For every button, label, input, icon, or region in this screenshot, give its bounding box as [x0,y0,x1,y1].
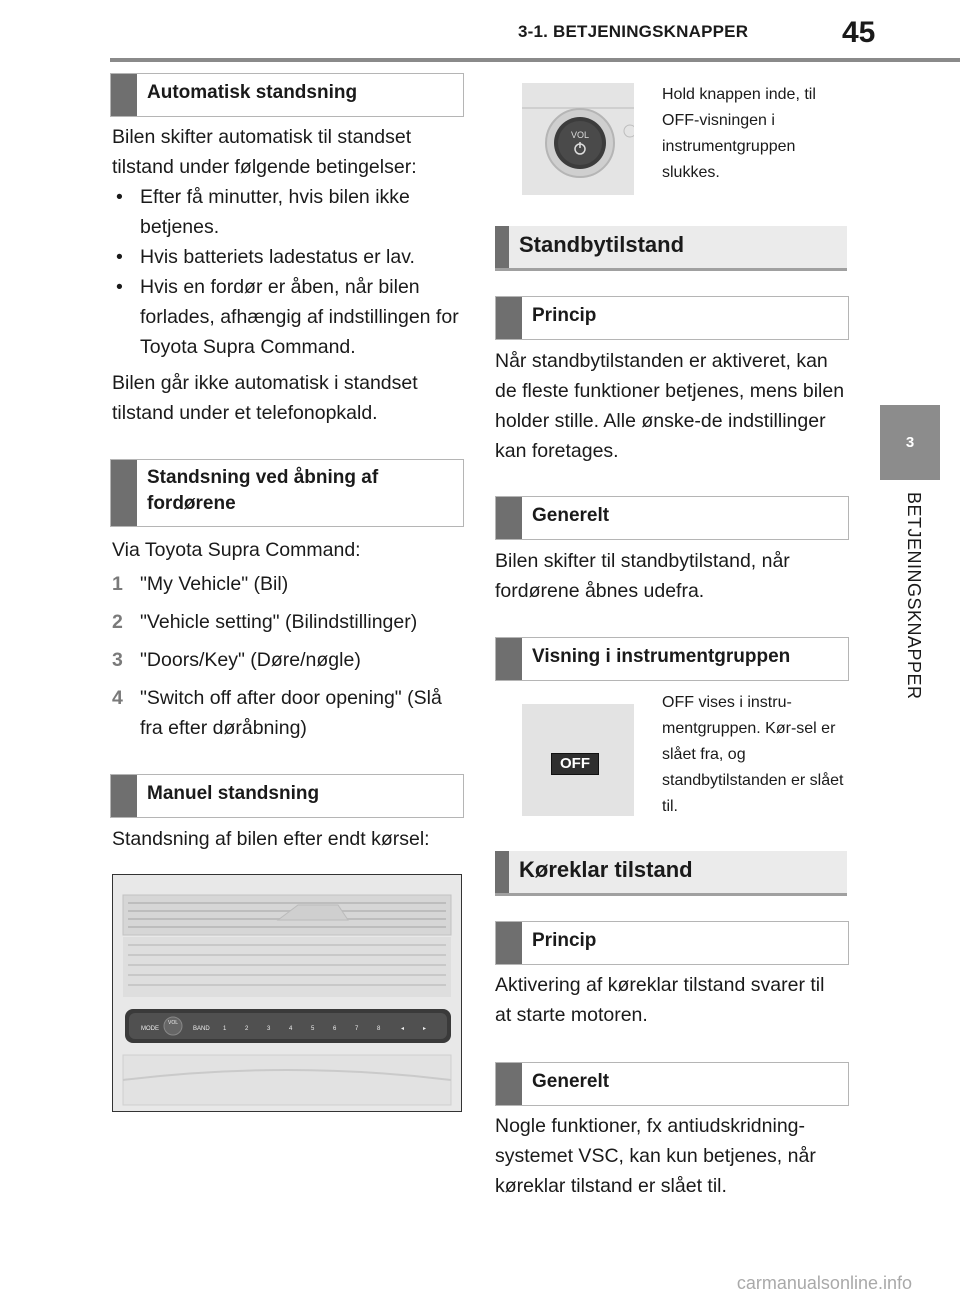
ready-general-text: Nogle funktioner, fx antiudskridning-systemet VSC, kan kun betjenes, når køreklar tilstand er slået til. [495,1115,816,1197]
step-item: 3 "Doors/Key" (Døre/nøgle) [112,649,361,671]
heading-principle-standby: Princip [495,296,849,340]
step-item: 2 "Vehicle setting" (Bilindstillinger) [112,611,418,633]
preset-label: 4 [289,1026,293,1032]
heading-principle-ready: Princip [495,921,849,965]
preset-label: ◂ [401,1026,405,1032]
band-button-label: BAND [193,1026,210,1032]
preset-label: ▸ [423,1026,427,1032]
list-item: • Hvis batteriets ladestatus er lav. [112,242,462,272]
page-number: 45 [842,16,876,49]
knob-vol-label: VOL [571,130,590,140]
standby-general-text: Bilen skifter til standbytilstand, når fordørene åbnes udefra. [495,550,790,602]
manual-stop-text: Standsning af bilen efter endt kørsel: [112,828,430,850]
standby-principle-text: Når standbytilstanden er aktiveret, kan de fleste funktioner betjenes, mens bilen holder stille. Alle ønske-de indstillinger kan foretages. [495,350,845,462]
heading-general-ready: Generelt [495,1062,849,1106]
preset-label: 6 [333,1026,337,1032]
off-indicator: OFF [551,753,599,775]
auto-stop-conditions [112,182,462,362]
off-caption: OFF vises i instru-mentgruppen. Kør-sel er slået fra, og standbytilstanden er slået til. [662,694,844,815]
preset-label: 5 [311,1026,315,1032]
heading-ready-mode: Køreklar tilstand [495,851,847,896]
heading-manual-stop: Manuel standsning [110,774,464,818]
section-title: 3-1. BETJENINGSKNAPPER [518,22,749,41]
vol-knob-image [522,83,634,195]
header-rule [110,58,960,62]
preset-label: 3 [267,1026,271,1032]
chapter-tab-number: 3 [880,405,940,480]
auto-stop-text: Bilen skifter automatisk til standset tilstand under følgende betingelser: • Efter få minutter, hvis bilen ikke betjenes. • Hvis batteriets ladestatus er lav. • Hvis en fordør er åben, når bilen forlades, afhængig af indstillingen for Toyota Supra Command. Bilen går ikke automatisk i standset tilstand under et telefonopkald. [112,122,462,428]
preset-label: 7 [355,1026,359,1032]
heading-automatic-stop: Automatisk standsning [110,73,464,117]
heading-cluster-display: Visning i instrumentgruppen [495,637,849,681]
mode-button-label: MODE [141,1026,159,1032]
preset-label: 2 [245,1026,249,1032]
center-console-illustration [113,875,461,1111]
watermark: carmanualsonline.info [736,1273,912,1293]
step-item: 4 "Switch off after door opening" (Slå fra efter døråbning) [112,687,442,739]
heading-door-stop: Standsning ved åbning af fordørene [110,459,464,527]
vol-knob-label: VOL [168,1020,179,1026]
heading-standby: Standbytilstand [495,226,847,271]
off-display-image [522,704,634,816]
chapter-tab-label: BETJENINGSKNAPPER [904,492,924,700]
center-console-image [112,874,462,1112]
list-item: • Efter få minutter, hvis bilen ikke betjenes. [112,182,462,242]
heading-general-standby: Generelt [495,496,849,540]
step-item: 1 "My Vehicle" (Bil) [112,573,289,595]
preset-label: 8 [377,1026,381,1032]
preset-label: 1 [223,1026,227,1032]
vol-knob-illustration [522,83,634,195]
knob-caption: Hold knappen inde, til OFF-visningen i instrumentgruppen slukkes. [662,86,816,181]
list-item: • Hvis en fordør er åben, når bilen forlades, afhængig af indstillingen for Toyota Supra Command. [112,272,462,362]
door-stop-text: Via Toyota Supra Command: 1 "My Vehicle" (Bil) 2 "Vehicle setting" (Bilindstillinger) 3 "Doors/Key" (Døre/nøgle) 4 "Switch off after door opening" (Slå fra efter døråbning) [112,535,462,751]
chapter-tab [870,492,950,822]
ready-principle-text: Aktivering af køreklar tilstand svarer til at starte motoren. [495,974,825,1026]
